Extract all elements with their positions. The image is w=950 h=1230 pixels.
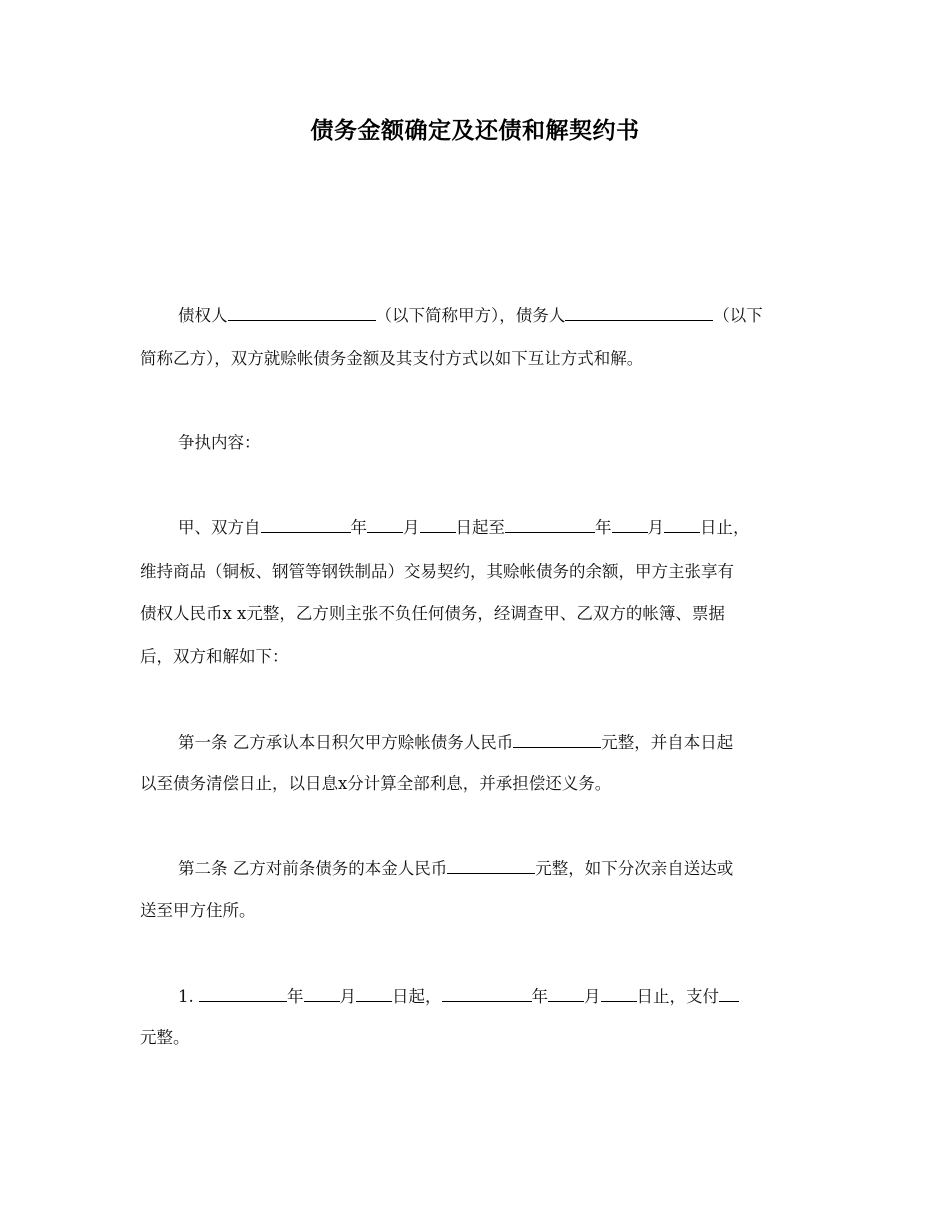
year-blank: [261, 516, 351, 533]
text: 甲、双方自: [178, 518, 261, 537]
text: 第一条 乙方承认本日积欠甲方赊帐债务人民币: [178, 733, 514, 752]
year-blank: [199, 985, 287, 1002]
text: 月: [403, 518, 420, 537]
article-1-line-2: 以至债务清偿日止，以日息x分计算全部利息，并承担偿还义务。: [140, 774, 612, 793]
dispute-line-3: 债权人民币x x元整，乙方则主张不负任何债务，经调查甲、乙双方的帐簿、票据: [140, 604, 725, 623]
dispute-line-2: 维持商品（铜板、钢管等钢铁制品）交易契约，其赊帐债务的余额，甲方主张享有: [140, 562, 734, 581]
text: 年: [595, 518, 612, 537]
text: 债权人: [178, 306, 228, 325]
item-number: 1.: [178, 987, 194, 1006]
text: 年: [287, 987, 304, 1006]
text: 日止，: [700, 518, 750, 537]
creditor-blank: [228, 304, 376, 321]
text: 年: [350, 518, 367, 537]
article-1-line-1: [178, 731, 733, 754]
day-blank: [420, 516, 456, 533]
article-2-line-1: [178, 857, 733, 880]
day-blank: [356, 985, 392, 1002]
article-2-line-2: 送至甲方住所。: [140, 901, 256, 920]
amount-blank: [719, 985, 739, 1002]
debtor-blank: [565, 304, 713, 321]
intro-line-2: 简称乙方），双方就赊帐债务金额及其支付方式以如下互让方式和解。: [140, 349, 644, 368]
text: 日起，: [392, 987, 442, 1006]
text: 月: [584, 987, 601, 1006]
dispute-line-1: [178, 516, 750, 539]
text: 日止，支付: [636, 987, 719, 1006]
text: （以下简称甲方），债务人: [375, 306, 566, 325]
item-1-line-1: [178, 985, 739, 1008]
month-blank: [304, 985, 340, 1002]
month-blank: [612, 516, 648, 533]
year-blank: [442, 985, 532, 1002]
dispute-heading: 争执内容：: [178, 433, 261, 452]
amount-blank: [447, 857, 535, 874]
item-1-line-2: 元整。: [140, 1028, 190, 1047]
document-title: 债务金额确定及还债和解契约书: [310, 118, 640, 144]
month-blank: [548, 985, 584, 1002]
text: 年: [531, 987, 548, 1006]
text: 元整，并自本日起: [601, 733, 734, 752]
text: 日起至: [455, 518, 505, 537]
intro-line-1: [178, 304, 763, 327]
amount-blank: [513, 731, 601, 748]
month-blank: [367, 516, 403, 533]
day-blank: [601, 985, 637, 1002]
text: 月: [647, 518, 664, 537]
text: 第二条 乙方对前条债务的本金人民币: [178, 859, 448, 878]
text: 元整，如下分次亲自送达或: [535, 859, 734, 878]
day-blank: [664, 516, 700, 533]
dispute-line-4: 后，双方和解如下：: [140, 647, 289, 666]
text: 月: [339, 987, 356, 1006]
text: （以下: [713, 306, 763, 325]
year-blank: [505, 516, 595, 533]
